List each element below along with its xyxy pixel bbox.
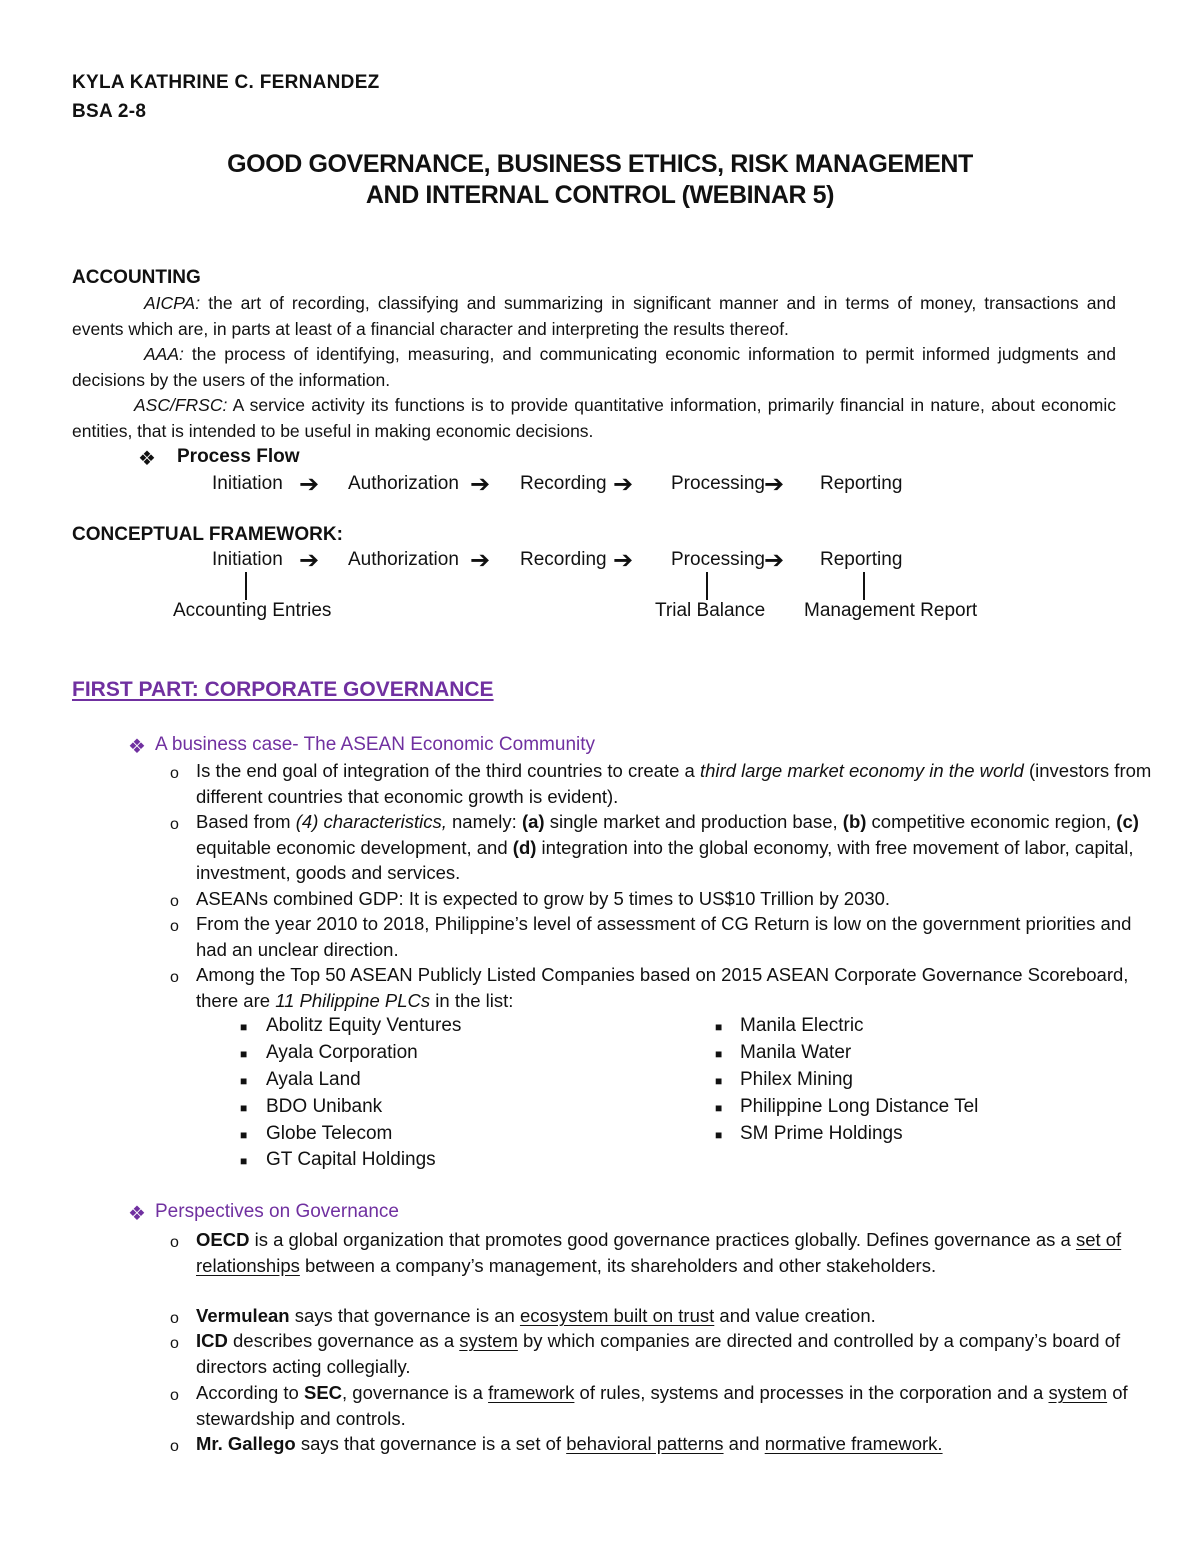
first-part-heading: FIRST PART: CORPORATE GOVERNANCE [72, 678, 494, 701]
flow-step: Recording [520, 549, 607, 570]
plc-item: Ayala Land [266, 1069, 361, 1090]
flow-step: Reporting [820, 549, 903, 570]
plc-item: GT Capital Holdings [266, 1149, 436, 1170]
arrow-right-icon: ➔ [299, 547, 320, 574]
circle-bullet-icon: o [170, 1234, 179, 1251]
circle-bullet-icon: o [170, 893, 179, 910]
square-bullet-icon: ■ [715, 1128, 723, 1142]
list-item: ICD describes governance as a system by which companies are directed and controlled by a company’s board of directors acting collegially. [196, 1330, 1121, 1377]
arrow-right-icon: ➔ [764, 471, 785, 498]
author-name: KYLA KATHRINE C. FERNANDEZ [72, 72, 380, 93]
list-item: According to SEC, governance is a framework of rules, systems and processes in the corporation and a system of stewardship and controls. [196, 1382, 1128, 1429]
plc-item: Philippine Long Distance Tel [740, 1096, 979, 1117]
square-bullet-icon: ■ [715, 1020, 723, 1034]
circle-bullet-icon: o [170, 1438, 179, 1455]
flow-step: Processing [671, 549, 765, 570]
square-bullet-icon: ■ [715, 1047, 723, 1061]
diamond-bullet-icon: ❖ [138, 448, 156, 470]
square-bullet-icon: ■ [240, 1020, 248, 1034]
square-bullet-icon: ■ [240, 1154, 248, 1168]
aicpa-label: AICPA: [144, 293, 201, 313]
square-bullet-icon: ■ [715, 1074, 723, 1088]
square-bullet-icon: ■ [240, 1047, 248, 1061]
diamond-bullet-icon: ❖ [128, 1203, 146, 1225]
square-bullet-icon: ■ [240, 1101, 248, 1115]
plc-item: Manila Electric [740, 1015, 864, 1036]
square-bullet-icon: ■ [240, 1128, 248, 1142]
aaa-label: AAA: [144, 344, 184, 364]
aicpa-text: the art of recording, classifying and summarizing in significant manner and in terms of money, transactions and events which are, in parts at least of a financial character and interpreting the results thereof. [72, 293, 1116, 339]
list-item: Is the end goal of integration of the third countries to create a third large market economy in the world (investors from different countries that economic growth is evident). [196, 760, 1152, 807]
arrow-right-icon: ➔ [613, 471, 634, 498]
circle-bullet-icon: o [170, 765, 179, 782]
arrow-right-icon: ➔ [299, 471, 320, 498]
arrow-right-icon: ➔ [470, 547, 491, 574]
list-item: From the year 2010 to 2018, Philippine’s level of assessment of CG Return is low on the government priorities and had an unclear direction. [196, 913, 1132, 960]
circle-bullet-icon: o [170, 1310, 179, 1327]
perspectives-title: Perspectives on Governance [155, 1201, 399, 1222]
page-title-line2: AND INTERNAL CONTROL (WEBINAR 5) [365, 181, 835, 209]
circle-bullet-icon: o [170, 969, 179, 986]
plc-item: Abolitz Equity Ventures [266, 1015, 462, 1036]
plc-item: Ayala Corporation [266, 1042, 418, 1063]
list-item: Among the Top 50 ASEAN Publicly Listed Companies based on 2015 ASEAN Corporate Governance Scoreboard, there are 11 Philippine PLCs in the list: [196, 964, 1129, 1011]
asean-case-title: A business case- The ASEAN Economic Community [155, 734, 596, 755]
diamond-bullet-icon: ❖ [128, 736, 146, 758]
plc-item: SM Prime Holdings [740, 1123, 903, 1144]
asc-text: A service activity its functions is to provide quantitative information, primarily financial in nature, about economic entities, that is intended to be useful in making economic decisions. [72, 395, 1116, 441]
list-item: ASEANs combined GDP: It is expected to grow by 5 times to US$10 Trillion by 2030. [196, 888, 891, 909]
circle-bullet-icon: o [170, 918, 179, 935]
connector-line [863, 572, 865, 600]
list-item: OECD is a global organization that promotes good governance practices globally. Defines governance as a set of relationships between a company’s management, its shareholders and other stakeholders. [196, 1229, 1122, 1276]
plc-item: Manila Water [740, 1042, 852, 1063]
connector-line [706, 572, 708, 600]
arrow-right-icon: ➔ [470, 471, 491, 498]
list-item: Vermulean says that governance is an ecosystem built on trust and value creation. [196, 1305, 876, 1326]
flow-step: Recording [520, 473, 607, 494]
flow-step: Authorization [348, 473, 459, 494]
page-title-line1: GOOD GOVERNANCE, BUSINESS ETHICS, RISK MANAGEMENT [227, 150, 973, 178]
circle-bullet-icon: o [170, 816, 179, 833]
arrow-right-icon: ➔ [613, 547, 634, 574]
plc-item: Philex Mining [740, 1069, 853, 1090]
asc-definition [72, 393, 1116, 444]
square-bullet-icon: ■ [715, 1101, 723, 1115]
flow-step: Reporting [820, 473, 903, 494]
asc-label: ASC/FRSC: [134, 395, 228, 415]
plc-item: Globe Telecom [266, 1123, 393, 1144]
plc-item: BDO Unibank [266, 1096, 383, 1117]
aicpa-definition [72, 291, 1116, 342]
flow-step: Processing [671, 473, 765, 494]
accounting-heading: ACCOUNTING [72, 267, 201, 288]
flow-step: Authorization [348, 549, 459, 570]
aaa-definition [72, 342, 1116, 393]
list-item: Based from (4) characteristics, namely: (a) single market and production base, (b) competitive economic region, (c) equitable economic development, and (d) integration into the global economy, with free movement of labor, capital, investment, goods and services. [196, 811, 1139, 883]
circle-bullet-icon: o [170, 1387, 179, 1404]
flow-step: Initiation [212, 473, 283, 494]
list-item: Mr. Gallego says that governance is a set of behavioral patterns and normative framework. [196, 1433, 943, 1454]
output-accounting-entries: Accounting Entries [173, 600, 332, 621]
circle-bullet-icon: o [170, 1335, 179, 1352]
output-trial-balance: Trial Balance [655, 600, 766, 621]
conceptual-framework-heading: CONCEPTUAL FRAMEWORK: [72, 524, 343, 545]
arrow-right-icon: ➔ [764, 547, 785, 574]
flow-step: Initiation [212, 549, 283, 570]
aaa-text: the process of identifying, measuring, and communicating economic information to permit informed judgments and decisions by the users of the information. [72, 344, 1116, 390]
class-section: BSA 2-8 [72, 101, 147, 122]
connector-line [245, 572, 247, 600]
square-bullet-icon: ■ [240, 1074, 248, 1088]
process-flow-label: Process Flow [177, 446, 300, 467]
output-management-report: Management Report [804, 600, 978, 621]
